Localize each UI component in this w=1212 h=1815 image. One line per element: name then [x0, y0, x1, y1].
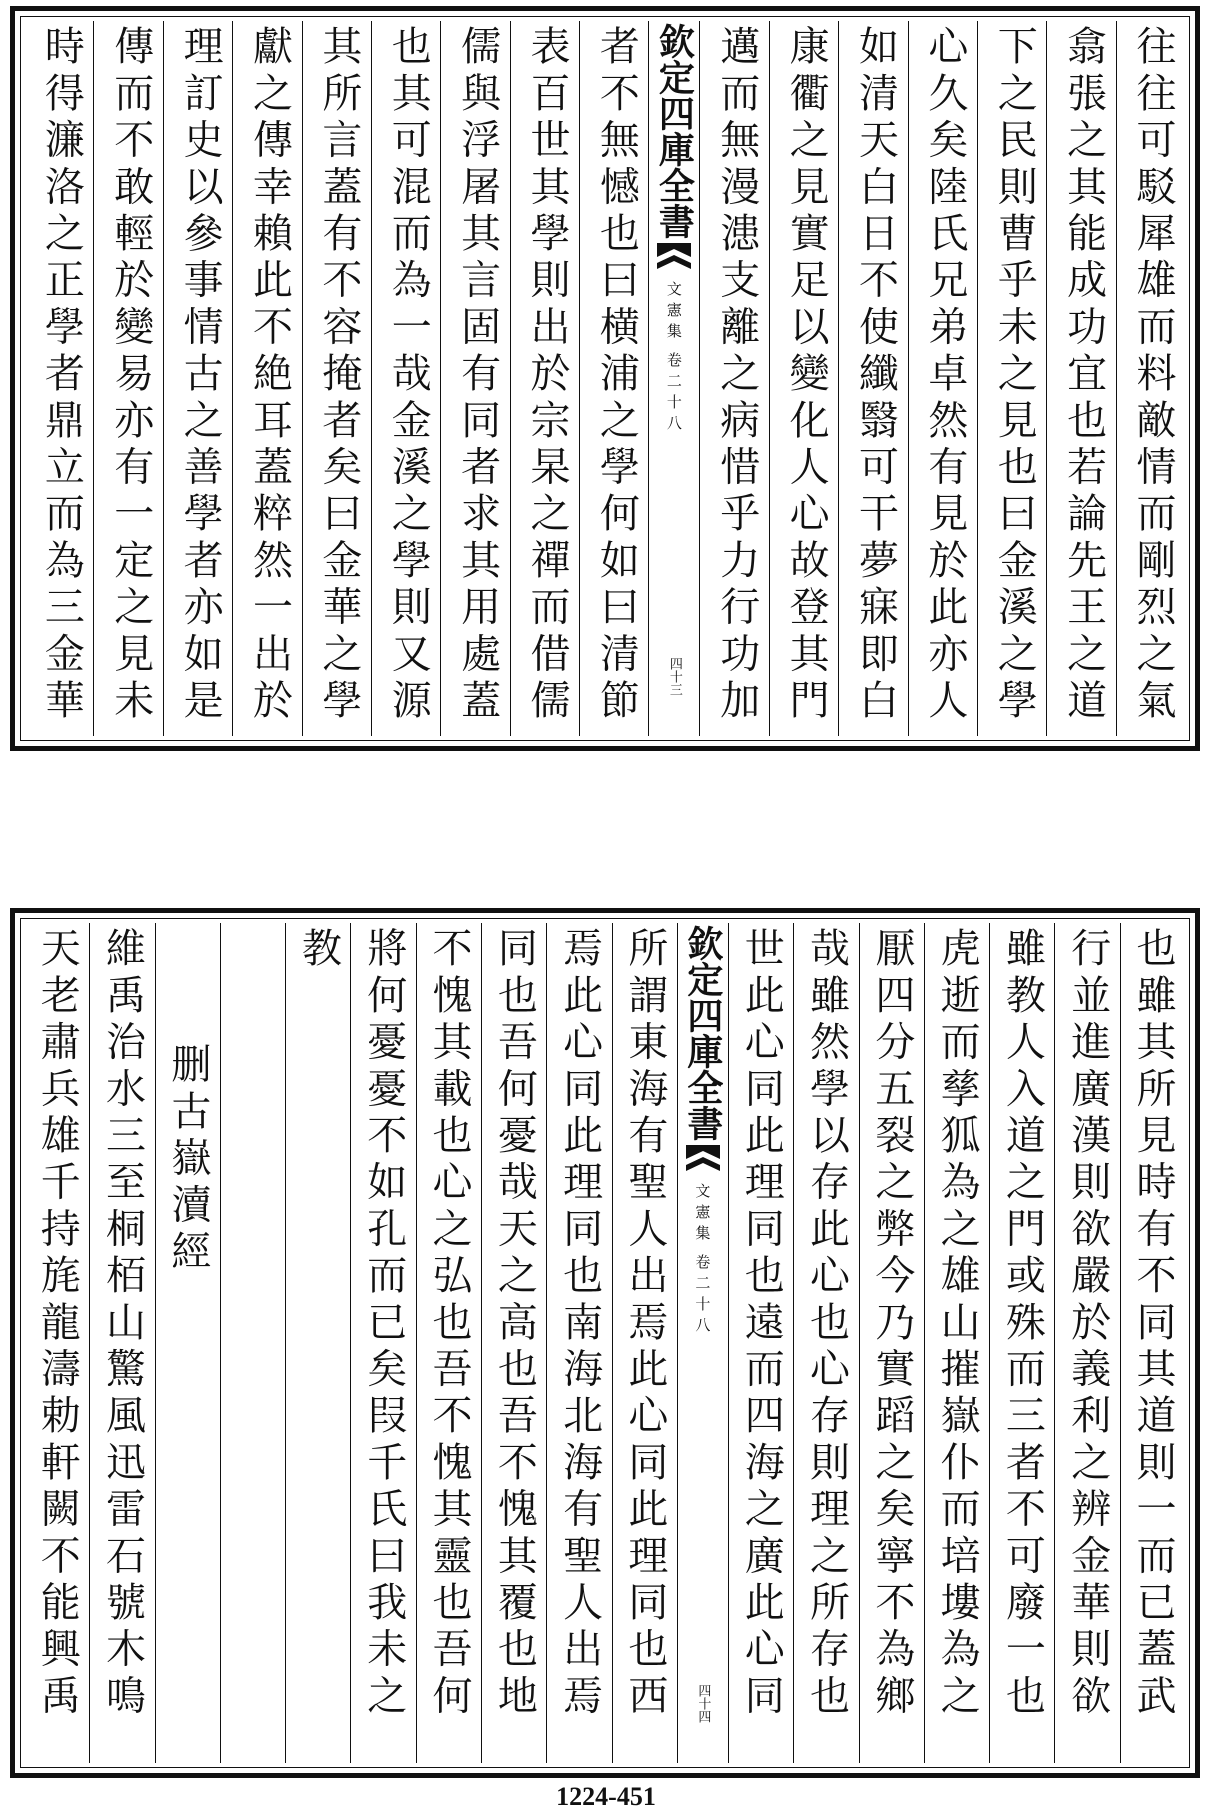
text-column: [699, 21, 768, 736]
column-text: 行並進廣漢則欲嚴於義利之辨金華則欲: [1064, 927, 1111, 1721]
text-column: [25, 21, 93, 736]
text-column: [416, 923, 481, 1763]
column-text: 哉雖然學以存此心也心存則理之所存也: [803, 927, 850, 1721]
text-column: [481, 923, 546, 1763]
column-text: 删古嶽瀆經: [164, 1043, 211, 1277]
column-text: 儒與浮屠其言固有同者求其用處蓋: [454, 25, 501, 726]
column-text: 將何憂憂不如孔而已矣叚千氏曰我未之: [360, 927, 407, 1721]
column-text: 教: [295, 927, 342, 974]
column-text: 雖教人入道之門或殊而三者不可廢一也: [999, 927, 1046, 1721]
text-column: [285, 923, 350, 1763]
column-text: 理訂史以參事情古之善學者亦如是: [177, 25, 224, 726]
text-column: [302, 21, 371, 736]
column-text: 同也吾何憂哉天之高也吾不愧其覆也地: [491, 927, 538, 1721]
lower-page-columns: [25, 923, 1185, 1763]
page-footer-number: 1224-451: [556, 1782, 656, 1811]
book-title: 欽定四庫全書: [681, 925, 724, 1141]
text-column: [908, 21, 977, 736]
text-column: [579, 21, 648, 736]
column-text: 天老肅兵雄千持旄龍濤勅軒闕不能興禹: [34, 927, 81, 1721]
text-column: [25, 923, 89, 1763]
text-column: [440, 21, 509, 736]
book-title: 欽定四庫全書: [653, 23, 696, 239]
collection-name: 文憲集: [693, 1183, 712, 1246]
text-column: [163, 21, 232, 736]
column-text: 厭四分五裂之弊今乃實蹈之矣寧不為鄉: [868, 927, 915, 1721]
fishtail-ornament-icon: [657, 243, 691, 269]
text-column: [859, 923, 924, 1763]
text-column: [728, 923, 793, 1763]
column-text: 時得濂洛之正學者鼎立而為三金華: [38, 25, 85, 726]
column-text: 表百世其學則出於宗杲之禪而借儒: [524, 25, 570, 726]
column-text: 獻之傳幸賴此不絶耳蓋粹然一出於: [246, 25, 293, 726]
text-column: [155, 923, 220, 1763]
leaf-number: 四十四: [695, 1684, 711, 1723]
text-column: [371, 21, 440, 736]
column-text: 者不無憾也曰横浦之學何如曰清節: [593, 25, 640, 726]
text-column: [1046, 21, 1115, 736]
column-text: 康衢之見實足以變化人心故登其門: [783, 25, 830, 726]
column-text: 下之民則曹乎未之見也曰金溪之學: [991, 25, 1038, 726]
collection-name: 文憲集: [664, 281, 683, 344]
column-text: 如清天白日不使纖翳可干夢寐即白: [852, 25, 899, 726]
column-text: 不愧其載也心之弘也吾不愧其靈也吾何: [426, 927, 473, 1721]
blank-column: [220, 923, 285, 1763]
text-column: [232, 21, 301, 736]
upper-page: [10, 6, 1200, 751]
column-text: 也雖其所見時有不同其道則一而已蓋武: [1130, 927, 1176, 1721]
column-text: 維禹治水三至桐栢山驚風迅雷石號木鳴: [99, 927, 146, 1721]
column-text: 世此心同此理同也遠而四海之廣此心同: [738, 927, 785, 1721]
text-column: [977, 21, 1046, 736]
column-text: [221, 927, 285, 1763]
column-text: 翕張之其能成功宜也若論先王之道: [1060, 25, 1107, 726]
juan-number: 卷二十八: [664, 352, 683, 436]
center-fold-column: [677, 923, 728, 1763]
text-column: [1054, 923, 1119, 1763]
text-column: [769, 21, 838, 736]
text-column: [89, 923, 154, 1763]
text-column: [350, 923, 415, 1763]
leaf-number: 四十三: [666, 657, 682, 696]
column-text: 所謂東海有聖人出焉此心同此理同也西: [621, 927, 668, 1721]
column-text: 傳而不敢輕於變易亦有一定之見未: [107, 25, 154, 726]
lower-page: [10, 908, 1200, 1778]
column-text: 也其可混而為一哉金溪之學則又源: [385, 25, 432, 726]
juan-number: 卷二十八: [693, 1254, 712, 1338]
text-column: [510, 21, 579, 736]
column-text: 其所言蓋有不容掩者矣曰金華之學: [315, 25, 362, 726]
column-text: 往往可駁犀雄而料敵情而剛烈之氣: [1130, 25, 1176, 726]
text-column: [989, 923, 1054, 1763]
text-column: [838, 21, 907, 736]
text-column: [93, 21, 162, 736]
text-column: [612, 923, 677, 1763]
text-column: [793, 923, 858, 1763]
text-column: [1116, 21, 1185, 736]
text-column: [546, 923, 611, 1763]
upper-page-columns: [25, 21, 1185, 736]
center-fold-column: [648, 21, 699, 736]
column-text: 焉此心同此理同也南海北海有聖人出焉: [556, 927, 603, 1721]
fishtail-ornament-icon: [686, 1145, 720, 1171]
column-text: 邁而無漫漶支離之病惜乎力行功加: [713, 25, 760, 726]
column-text: 虎逝而孳狐為之雄山摧嶽仆而培塿為之: [934, 927, 981, 1721]
text-column: [1120, 923, 1185, 1763]
column-text: 心久矣陸氏兄弟卓然有見於此亦人: [921, 25, 968, 726]
text-column: [924, 923, 989, 1763]
